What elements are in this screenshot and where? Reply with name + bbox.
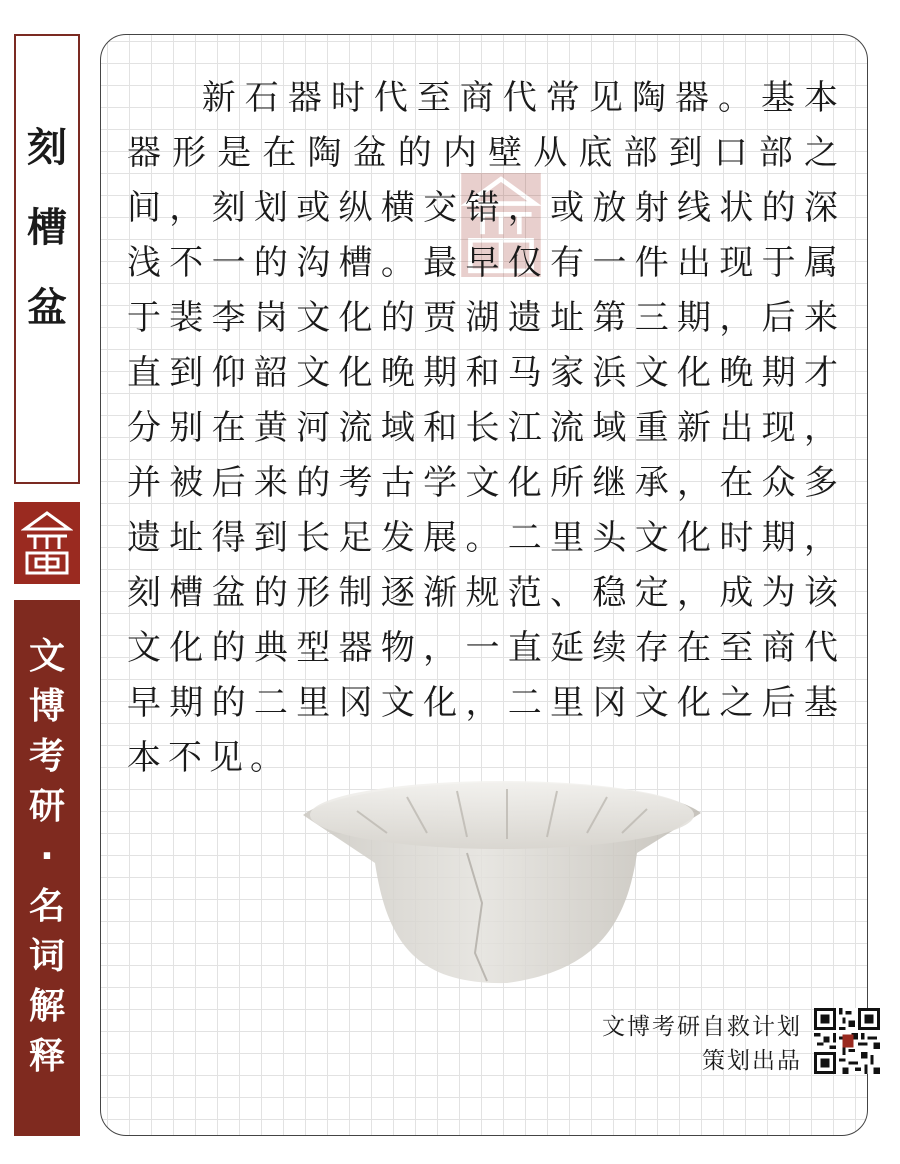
qr-code-icon[interactable] <box>814 1008 880 1074</box>
credits <box>602 1010 802 1078</box>
title-char: 刻 <box>27 125 67 171</box>
pottery-basin-image <box>297 753 707 993</box>
series-char: · <box>40 836 54 877</box>
series-char: 释 <box>28 1036 65 1077</box>
series-char: 考 <box>28 736 65 777</box>
series-char: 名 <box>28 886 65 927</box>
content-card <box>100 34 868 1136</box>
credits-line-1: 文博考研自救计划 <box>602 1014 802 1040</box>
series-label <box>14 600 80 1136</box>
series-char: 文 <box>28 636 65 677</box>
series-char: 研 <box>28 786 65 827</box>
title-char: 槽 <box>27 205 67 251</box>
seal-icon <box>14 502 80 584</box>
credits-line-2: 策划出品 <box>702 1048 802 1074</box>
series-char: 解 <box>28 986 65 1027</box>
title-char: 盆 <box>27 285 67 331</box>
series-char: 词 <box>28 936 65 977</box>
series-char: 博 <box>28 686 65 727</box>
definition-paragraph: 新石器时代至商代常见陶器。基本器形是在陶盆的内壁从底部到口部之间，刻划或纵横交错，或放射线状的深浅不一的沟槽。最早仅有一件出现于属于裴李岗文化的贾湖遗址第三期，后来直到仰韶文化晚期和马家浜文化晚期才分别在黄河流域和长江流域重新出现，并被后来的考古学文化所继承，在众多遗址得到长足发展。二里头文化时期，刻槽盆的形制逐渐规范、稳定，成为该文化的典型器物，一直延续存在至商代早期的二里冈文化，二里冈文化之后基本不见。 <box>127 78 845 778</box>
definition-text <box>127 71 845 786</box>
title-box <box>14 34 80 484</box>
